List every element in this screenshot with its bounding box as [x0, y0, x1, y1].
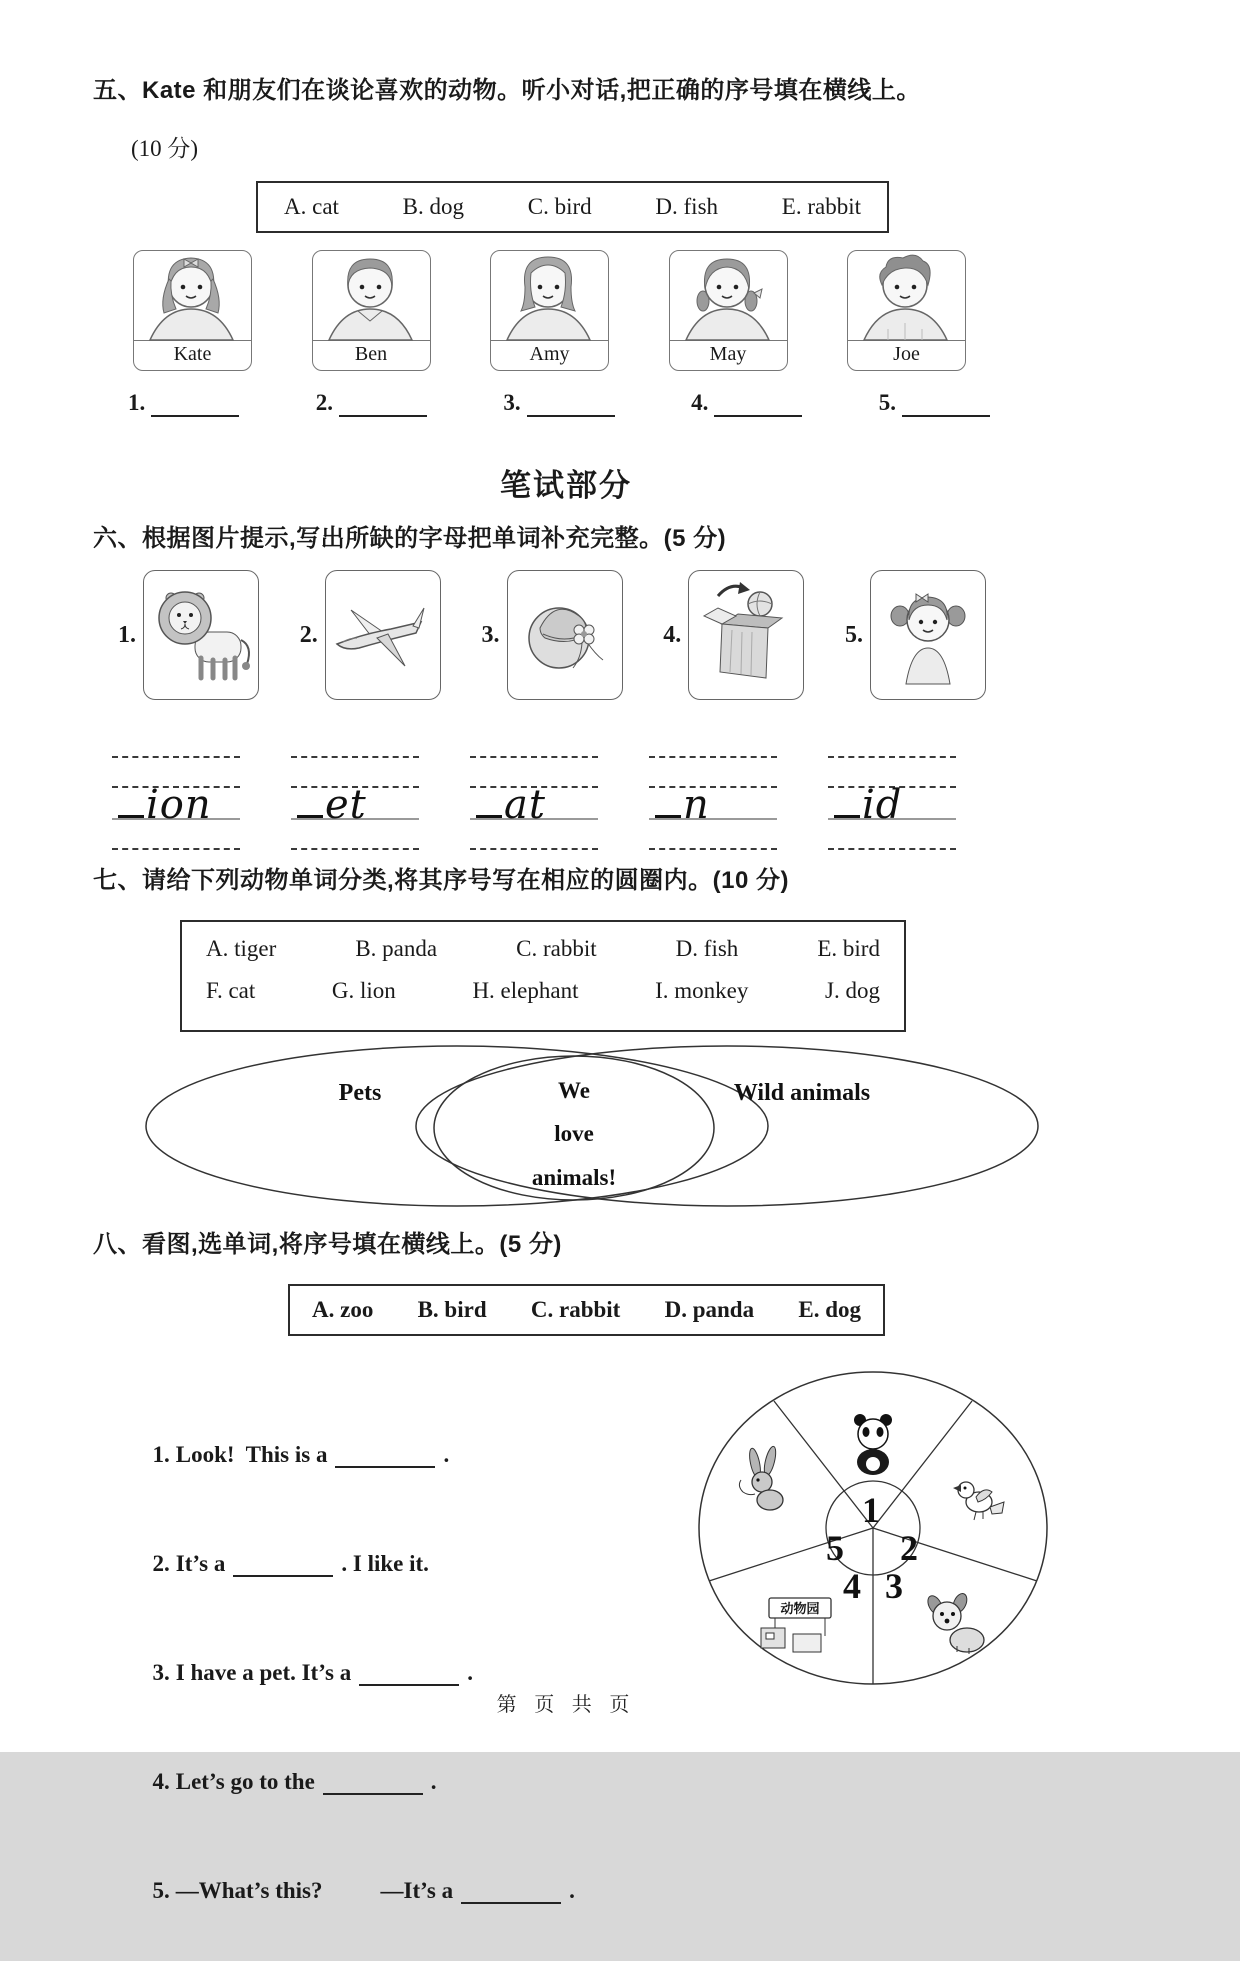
picture-card [143, 570, 259, 700]
option-b: B. dog [402, 194, 465, 219]
missing-letter-blank[interactable] [476, 815, 502, 818]
plane-icon [327, 572, 439, 698]
picture-item-1 [118, 570, 259, 700]
venn-diagram[interactable] [142, 1038, 1042, 1218]
section6-title: 六、根据图片提示,写出所缺的字母把单词补充完整。(5 分) [93, 525, 727, 552]
kid-card-ben [312, 250, 431, 371]
word-a: A. tiger [206, 936, 277, 961]
word-g: G. lion [331, 978, 396, 1003]
animal-wheel[interactable] [695, 1370, 1051, 1690]
option-b: B. bird [417, 1297, 487, 1322]
sentence-blank[interactable] [233, 1575, 333, 1577]
section7-title: 七、请给下列动物单词分类,将其序号写在相应的圆圈内。(10 分) [93, 867, 790, 894]
girl-portrait-icon [670, 251, 785, 340]
boy-portrait-icon [313, 251, 428, 340]
picture-item-3 [482, 570, 623, 700]
section5-option-box [256, 181, 889, 233]
writing-line-5[interactable] [828, 748, 956, 852]
word-d: D. fish [675, 936, 739, 961]
option-c: C. bird [527, 194, 592, 219]
sentence-3: 3. I have a pet. It’s a . [152, 1660, 473, 1685]
girl-portrait-icon [134, 251, 249, 340]
sentence-4: 4. Let’s go to the . [152, 1769, 437, 1794]
venn-label-pets: Pets [338, 1080, 382, 1106]
picture-card [870, 570, 986, 700]
writing-line-3[interactable] [470, 748, 598, 852]
venn-center-text-line1: We [558, 1078, 590, 1103]
word-f: F. cat [206, 978, 256, 1003]
option-d: D. fish [655, 194, 719, 219]
wheel-number-1: 1 [862, 1490, 880, 1530]
picture-number: 1. [118, 621, 136, 648]
venn-label-wild-animals: Wild animals [733, 1080, 871, 1106]
sentence-2: 2. It’s a . I like it. [152, 1551, 429, 1576]
writing-line-2[interactable] [291, 748, 419, 852]
word-h: H. elephant [472, 978, 579, 1003]
word-c: C. rabbit [516, 936, 597, 961]
blank-line[interactable] [151, 415, 239, 417]
word-letters: et [325, 782, 367, 828]
missing-letter-blank[interactable] [655, 815, 681, 818]
option-e: E. rabbit [781, 194, 861, 219]
venn-right-ellipse[interactable] [416, 1046, 1038, 1206]
word-b: B. panda [355, 936, 438, 961]
word-letters: at [504, 782, 546, 828]
kid-name: Kate [134, 340, 251, 369]
blank-line[interactable] [714, 415, 802, 417]
picture-item-4 [663, 570, 804, 700]
picture-item-2 [300, 570, 441, 700]
picture-card [507, 570, 623, 700]
sentence-1: 1. Look! This is a . [152, 1442, 450, 1467]
picture-item-5 [845, 570, 986, 700]
word-e: E. bird [817, 936, 880, 961]
section6-writing-lines [112, 748, 956, 852]
section8-title: 八、看图,选单词,将序号填在横线上。(5 分) [93, 1231, 562, 1258]
word-letters: id [862, 782, 903, 828]
answer-blank-4[interactable]: 4. [691, 390, 802, 417]
section5-kid-cards [133, 250, 966, 371]
section5-title: 五、Kate 和朋友们在谈论喜欢的动物。听小对话,把正确的序号填在横线上。 [93, 77, 921, 104]
option-a: A. cat [284, 194, 339, 219]
written-part-heading: 笔试部分 [500, 468, 632, 503]
boy-portrait-icon [848, 251, 963, 340]
section8-option-box [288, 1284, 885, 1336]
blank-line[interactable] [902, 415, 990, 417]
kid-card-joe [847, 250, 966, 371]
missing-letter-blank[interactable] [834, 815, 860, 818]
kid-card-kate [133, 250, 252, 371]
kid-card-amy [490, 250, 609, 371]
word-i: I. monkey [655, 978, 749, 1003]
wheel-number-3: 3 [885, 1566, 903, 1606]
option-e: E. dog [798, 1297, 861, 1322]
answer-blank-2[interactable]: 2. [316, 390, 427, 417]
wheel-number-5: 5 [826, 1528, 844, 1568]
section5-points: (10 分) [131, 136, 199, 161]
picture-number: 3. [481, 621, 500, 648]
writing-line-1[interactable] [112, 748, 240, 852]
section7-word-box [180, 920, 906, 1032]
page-footer: 第 页 共 页 [496, 1694, 636, 1716]
wheel-number-2: 2 [900, 1528, 918, 1568]
picture-number: 5. [845, 621, 863, 648]
venn-center-text-line2: love [554, 1121, 594, 1146]
sentence-5: 5. —What’s this? —It’s a . [152, 1878, 575, 1903]
kid-name: May [670, 340, 787, 369]
sentence-blank[interactable] [335, 1466, 435, 1468]
kid-name: Ben [313, 340, 430, 369]
hat-icon [509, 572, 621, 698]
answer-blank-1[interactable]: 1. [128, 390, 239, 417]
option-a: A. zoo [312, 1297, 374, 1322]
girl-icon [872, 572, 984, 698]
sentence-blank[interactable] [461, 1902, 561, 1904]
venn-left-ellipse[interactable] [146, 1046, 768, 1206]
venn-center-text-line3: animals! [531, 1165, 617, 1190]
kid-name: Joe [848, 340, 965, 369]
writing-line-4[interactable] [649, 748, 777, 852]
picture-number: 4. [663, 621, 682, 648]
picture-card [325, 570, 441, 700]
word-j: J. dog [825, 978, 880, 1003]
girl-portrait-icon [491, 251, 606, 340]
option-d: D. panda [664, 1297, 755, 1322]
blank-line[interactable] [527, 415, 615, 417]
kid-card-may [669, 250, 788, 371]
section5-answer-blanks [128, 390, 990, 417]
picture-number: 2. [299, 621, 318, 648]
sentence-blank[interactable] [323, 1793, 423, 1795]
section8-sentences [118, 1364, 698, 1961]
picture-card [688, 570, 804, 700]
option-c: C. rabbit [530, 1297, 621, 1322]
section6-picture-row [118, 570, 986, 700]
word-letters: n [683, 782, 710, 828]
zoo-sign-text: 动物园 [780, 1601, 820, 1616]
sentence-blank[interactable] [359, 1684, 459, 1686]
missing-letter-blank[interactable] [297, 815, 323, 818]
lion-icon [145, 572, 257, 698]
box-icon [690, 572, 802, 698]
kid-name: Amy [491, 340, 608, 369]
answer-blank-5[interactable]: 5. [879, 390, 990, 417]
wheel-number-4: 4 [843, 1566, 861, 1606]
answer-blank-3[interactable]: 3. [503, 390, 614, 417]
word-letters: ion [146, 782, 212, 828]
missing-letter-blank[interactable] [118, 815, 144, 818]
blank-line[interactable] [339, 415, 427, 417]
